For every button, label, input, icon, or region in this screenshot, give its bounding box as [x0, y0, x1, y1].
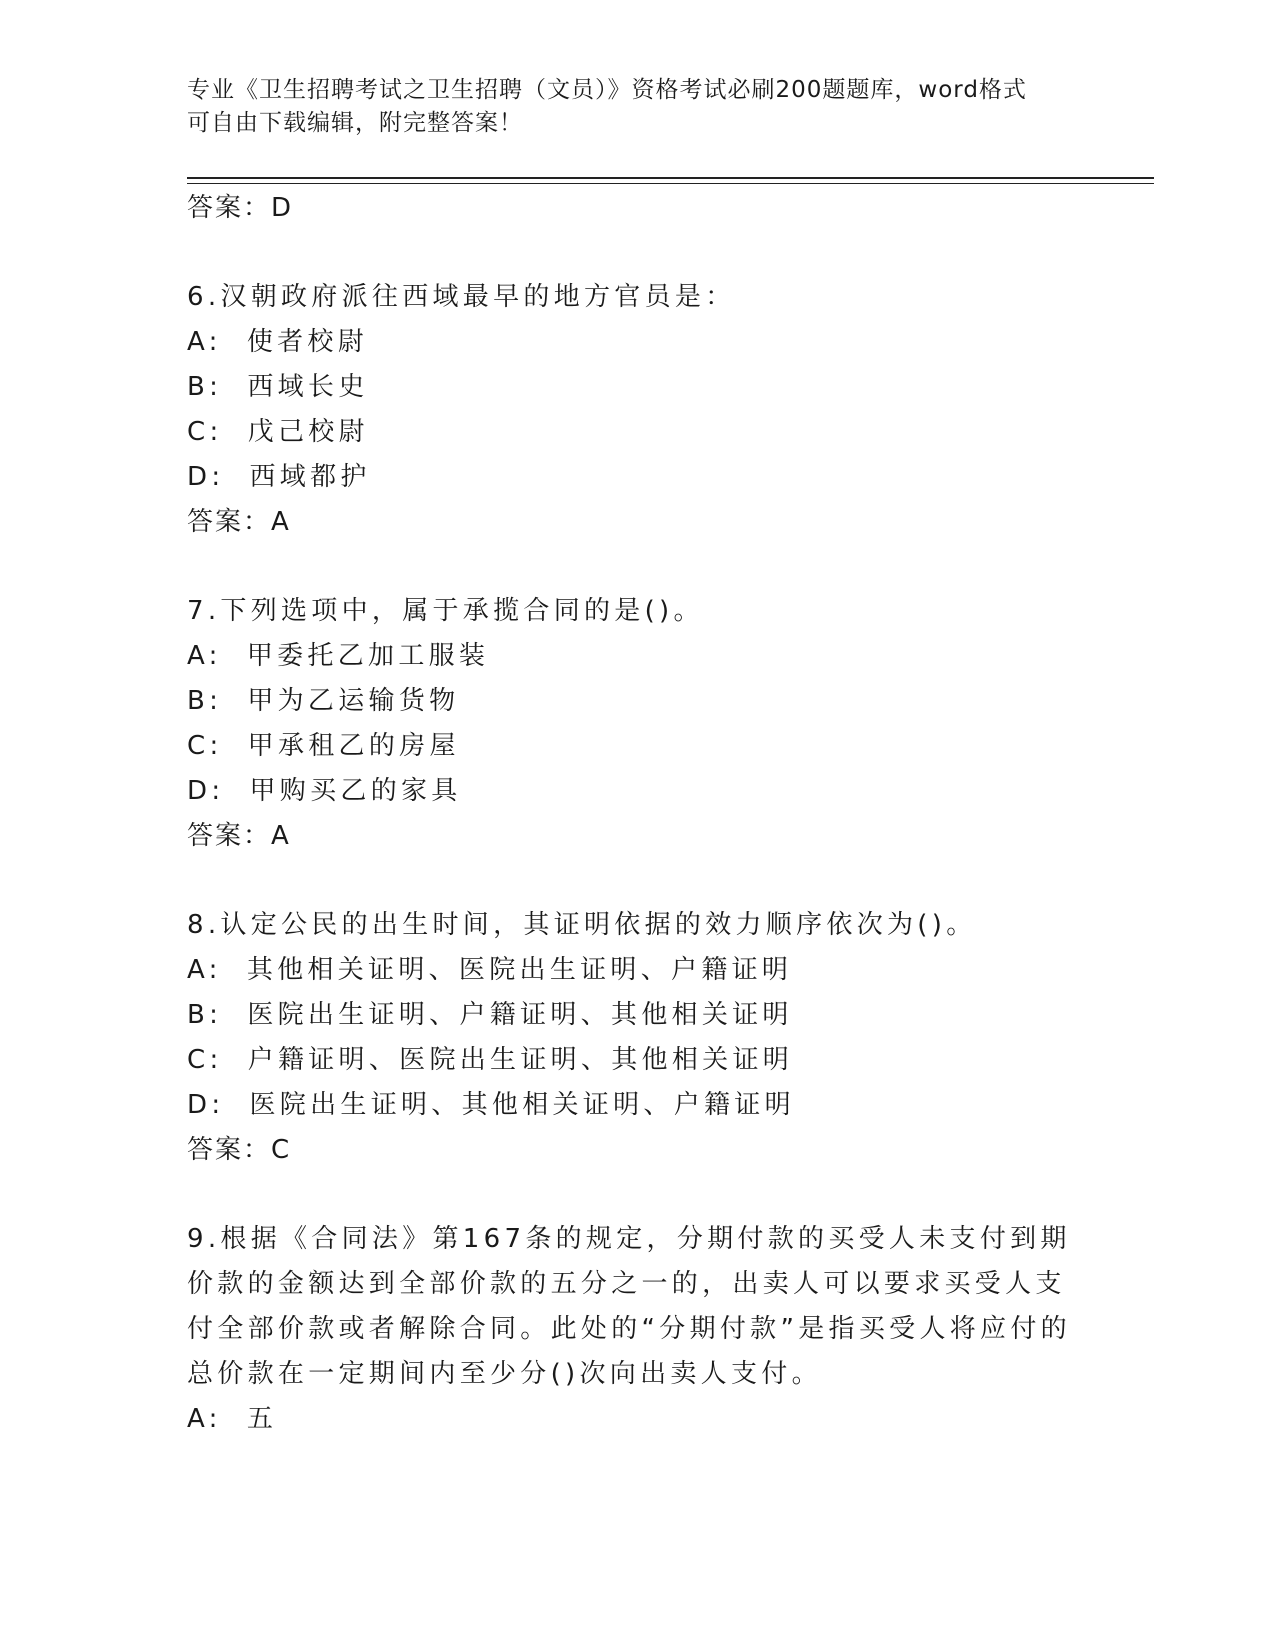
option-line: C: 户籍证明、医院出生证明、其他相关证明 — [187, 1045, 794, 1075]
option-line: D: 西域都护 — [187, 462, 371, 492]
question-text: 6.汉朝政府派往西域最早的地方官员是： — [187, 282, 736, 312]
option-line: A: 甲委托乙加工服装 — [187, 641, 490, 671]
header-divider-thin — [187, 183, 1154, 184]
header-divider-thick — [187, 177, 1154, 179]
spacer — [187, 859, 1087, 903]
option-line: D: 医院出生证明、其他相关证明、户籍证明 — [187, 1090, 795, 1120]
answer-line: 答案：A — [187, 507, 291, 537]
option-line: B: 西域长史 — [187, 372, 369, 402]
option-line: C: 甲承租乙的房屋 — [187, 731, 460, 761]
option-line: A: 使者校尉 — [187, 327, 369, 357]
option-line: A: 其他相关证明、医院出生证明、户籍证明 — [187, 955, 793, 985]
document-body — [187, 186, 1087, 1442]
option-line: D: 甲购买乙的家具 — [187, 776, 462, 806]
option-line: B: 甲为乙运输货物 — [187, 686, 460, 716]
answer-line: 答案：A — [187, 821, 291, 851]
answer-line: 答案：C — [187, 1135, 292, 1165]
spacer — [187, 545, 1087, 589]
question-text: 9.根据《合同法》第167条的规定，分期付款的买受人未支付到期价款的金额达到全部价款的五分之一的，出卖人可以要求买受人支付全部价款或者解除合同。此处的“分期付款”是指买受人将应付的总价款在一定期间内至少分()次向出卖人支付。 — [187, 1224, 1071, 1389]
header-line-1: 专业《卫生招聘考试之卫生招聘（文员）》资格考试必刷200题题库，word格式 — [187, 77, 1027, 103]
question-text: 7.下列选项中，属于承揽合同的是()。 — [187, 596, 704, 626]
header-line-2: 可自由下载编辑，附完整答案！ — [187, 110, 523, 136]
option-line: B: 医院出生证明、户籍证明、其他相关证明 — [187, 1000, 793, 1030]
spacer — [187, 1173, 1087, 1217]
spacer — [187, 231, 1087, 275]
answer-line: 答案：D — [187, 193, 294, 223]
option-line: C: 戊己校尉 — [187, 417, 369, 447]
option-line: A: 五 — [187, 1404, 278, 1434]
document-header — [187, 74, 1067, 140]
question-text: 8.认定公民的出生时间，其证明依据的效力顺序依次为()。 — [187, 910, 977, 940]
